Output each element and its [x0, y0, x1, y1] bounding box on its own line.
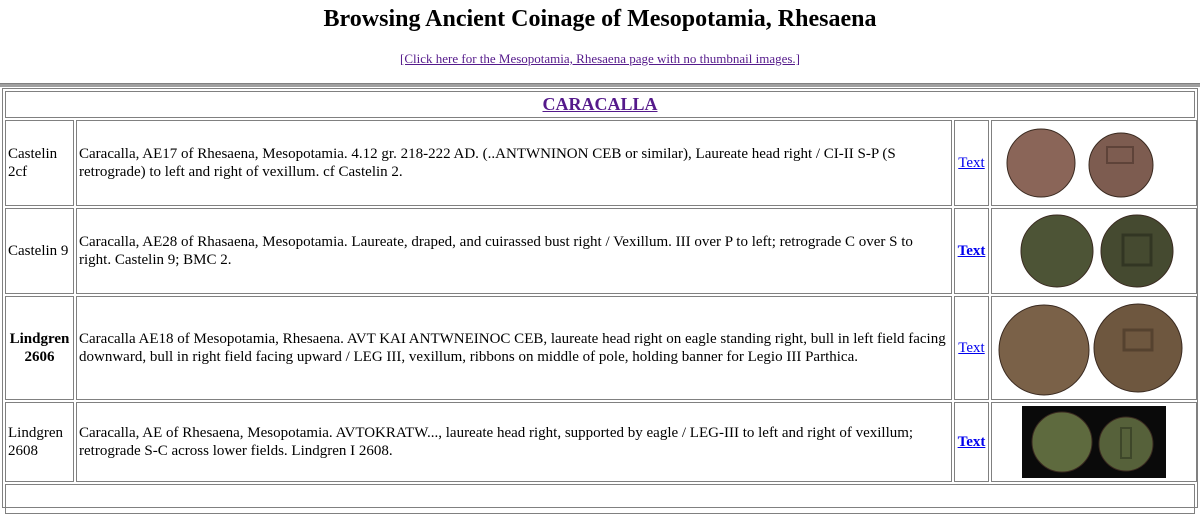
coin-ref: Lindgren 2606 — [9, 331, 70, 365]
coin-obverse — [1032, 412, 1092, 472]
coin-ref: Castelin 2cf — [8, 146, 58, 180]
coin-description: Caracalla, AE17 of Rhesaena, Mesopotamia. 4.12 gr. 218-222 AD. (..ANTWNINON CEB or similar), Laureate head right / CI-II S-P (S retrograde) to left and right of vexillum. cf Castelin 2. — [79, 146, 896, 180]
table-row-desc — [76, 208, 952, 294]
coin-text-link[interactable]: Text — [958, 340, 985, 356]
table-row-link-cell — [954, 296, 989, 400]
section-caption-link[interactable]: CARACALLA — [542, 94, 658, 114]
table-row-ref — [5, 120, 74, 206]
table-row-desc — [76, 402, 952, 482]
coin-thumbnail[interactable] — [1022, 406, 1166, 478]
coin-ref: Lindgren 2608 — [8, 425, 63, 459]
table-row-next — [5, 484, 1195, 514]
coin-obverse — [1007, 129, 1075, 197]
table-row-image-cell — [991, 296, 1197, 400]
coin-description: Caracalla, AE of Rhesaena, Mesopotamia. AVTOKRATW..., laureate head right, supported by eagle / LEG-III to left and right of vexillum; retrograde S-C across lower fields. Lindgren I 2608. — [79, 425, 914, 459]
table-row-desc — [76, 296, 952, 400]
table-row-ref — [5, 208, 74, 294]
table-row-ref — [5, 296, 74, 400]
coin-thumbnail[interactable] — [999, 125, 1189, 201]
coin-reverse — [1099, 417, 1153, 471]
section-caption-cell — [5, 91, 1195, 118]
coin-reverse — [1101, 215, 1173, 287]
coin-text-link[interactable]: Text — [957, 243, 986, 259]
table-row-image-cell — [991, 208, 1197, 294]
table-row-link-cell — [954, 120, 989, 206]
table-row-link-cell — [954, 208, 989, 294]
coin-text-link[interactable]: Text — [958, 155, 985, 171]
table-row-image-cell — [991, 120, 1197, 206]
page-title: Browsing Ancient Coinage of Mesopotamia, Rhesaena — [323, 6, 877, 32]
coin-text-link[interactable]: Text — [957, 434, 986, 450]
coin-description: Caracalla, AE28 of Rhasaena, Mesopotamia. Laureate, draped, and cuirassed bust right / Vexillum. III over P to left; retrograde C over S to right. Castelin 9; BMC 2. — [79, 234, 913, 268]
coin-reverse — [1089, 133, 1153, 197]
table-row-desc — [76, 120, 952, 206]
no-thumbnails-link[interactable]: [Click here for the Mesopotamia, Rhesaena page with no thumbnail images.] — [400, 51, 800, 66]
coin-table — [2, 88, 1198, 508]
coin-thumbnail[interactable] — [999, 213, 1189, 289]
table-row-image-cell — [991, 402, 1197, 482]
subnav — [0, 51, 1200, 67]
coin-reverse — [1094, 304, 1182, 392]
table-row-link-cell — [954, 402, 989, 482]
coin-thumbnail[interactable] — [996, 300, 1192, 396]
horizontal-rule — [0, 83, 1200, 87]
coin-obverse — [1021, 215, 1093, 287]
coin-ref: Castelin 9 — [8, 243, 69, 259]
coin-description: Caracalla AE18 of Mesopotamia, Rhesaena. AVT KAI ANTWNEINOC CEB, laureate head right on eagle standing right, bull in left field facing downward, bull in right field facing upward / LEG III, vexillum, ribbons on middle of pole, holding banner for Legio III Parthica. — [79, 331, 946, 365]
coin-obverse — [999, 305, 1089, 395]
table-row-ref — [5, 402, 74, 482]
